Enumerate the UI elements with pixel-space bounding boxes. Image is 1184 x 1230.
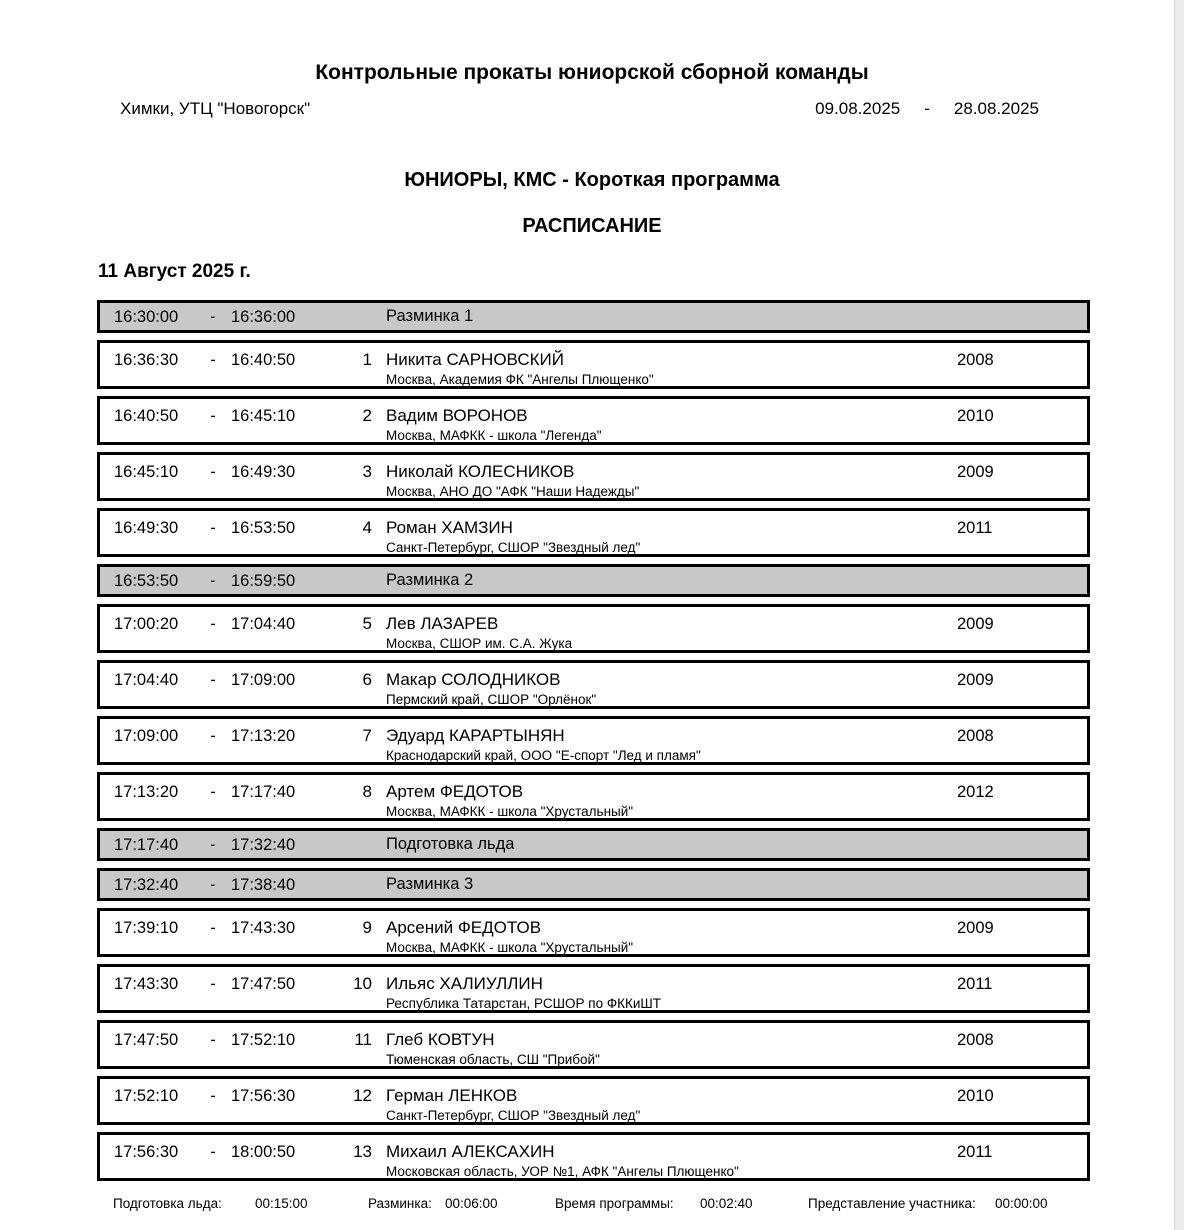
skater-name: Михаил АЛЕКСАХИН [386, 1142, 555, 1161]
skater-birth-year: 2011 [957, 975, 993, 993]
skater-end-time: 17:56:30 [231, 1087, 296, 1105]
time-dash: - [210, 615, 216, 633]
skater-end-time: 17:17:40 [231, 783, 296, 801]
skater-end-time: 16:53:50 [231, 519, 296, 537]
schedule-break-row [97, 300, 1090, 333]
skater-start-time: 16:49:30 [114, 519, 179, 537]
skater-info [386, 516, 957, 556]
skater-info [386, 1140, 957, 1180]
schedule-skater-row [97, 1020, 1090, 1069]
skater-start-number: 6 [362, 670, 372, 689]
skater-end-time: 17:09:00 [231, 671, 296, 689]
schedule-skater-row [97, 452, 1090, 501]
schedule-skater-row [97, 660, 1090, 709]
schedule-break-row [97, 868, 1090, 901]
schedule-heading: РАСПИСАНИЕ [522, 215, 662, 237]
schedule-skater-row [97, 604, 1090, 653]
skater-birth-year: 2009 [957, 463, 994, 481]
skater-start-time: 17:00:20 [114, 615, 179, 633]
skater-birth-year: 2010 [957, 1087, 994, 1105]
skater-info [386, 1028, 957, 1068]
skater-info [386, 1084, 957, 1124]
time-dash: - [210, 351, 216, 369]
skater-info [386, 404, 957, 444]
schedule-break-row [97, 828, 1090, 861]
break-end-time: 16:36:00 [231, 307, 296, 326]
schedule-skater-row [97, 772, 1090, 821]
skater-name: Вадим ВОРОНОВ [386, 406, 528, 425]
break-end-time: 16:59:50 [231, 571, 296, 590]
time-dash: - [210, 1087, 216, 1105]
time-dash: - [210, 307, 216, 326]
skater-start-number: 1 [362, 350, 372, 369]
legend-program-time-label: Время программы: [555, 1196, 674, 1211]
break-start-time: 17:32:40 [114, 875, 179, 894]
schedule-break-row [97, 564, 1090, 597]
skater-start-number: 2 [362, 406, 372, 425]
skater-info [386, 972, 957, 1012]
time-dash: - [210, 835, 216, 854]
skater-start-number: 10 [353, 974, 372, 993]
skater-end-time: 18:00:50 [231, 1143, 296, 1161]
skater-info [386, 916, 957, 956]
skater-name: Лев ЛАЗАРЕВ [386, 614, 499, 633]
legend-presentation-label: Представление участника: [808, 1196, 976, 1211]
skater-club: Московская область, УОР №1, АФК "Ангелы Плющенко" [386, 1164, 739, 1179]
skater-club: Санкт-Петербург, СШОР "Звездный лед" [386, 1108, 641, 1123]
schedule-skater-row [97, 908, 1090, 957]
skater-start-time: 17:04:40 [114, 671, 179, 689]
skater-start-number: 13 [353, 1142, 372, 1161]
skater-club: Москва, МАФКК - школа "Легенда" [386, 428, 602, 443]
schedule-skater-row [97, 508, 1090, 557]
time-dash: - [210, 975, 216, 993]
skater-name: Николай КОЛЕСНИКОВ [386, 462, 575, 481]
skater-name: Эдуард КАРАРТЫНЯН [386, 726, 565, 745]
skater-name: Роман ХАМЗИН [386, 518, 513, 537]
legend-ice-prep-value: 00:15:00 [255, 1196, 308, 1211]
time-dash: - [210, 463, 216, 481]
skater-end-time: 17:04:40 [231, 615, 296, 633]
skater-birth-year: 2009 [957, 615, 994, 633]
skater-start-number: 3 [362, 462, 372, 481]
legend-program-time-value: 00:02:40 [700, 1196, 753, 1211]
skater-start-time: 17:52:10 [114, 1087, 179, 1105]
legend-ice-prep-label: Подготовка льда: [113, 1196, 222, 1211]
skater-club: Москва, МАФКК - школа "Хрустальный" [386, 804, 634, 819]
skater-name: Макар СОЛОДНИКОВ [386, 670, 561, 689]
skater-start-number: 9 [362, 918, 372, 937]
skater-birth-year: 2012 [957, 783, 994, 801]
time-dash: - [210, 519, 216, 537]
skater-birth-year: 2008 [957, 1031, 994, 1049]
skater-start-number: 5 [362, 614, 372, 633]
skater-info [386, 780, 957, 820]
time-dash: - [210, 727, 216, 745]
skater-club: Пермский край, СШОР "Орлёнок" [386, 692, 597, 707]
skater-birth-year: 2011 [957, 1143, 993, 1161]
skater-end-time: 17:43:30 [231, 919, 296, 937]
skater-name: Ильяс ХАЛИУЛЛИН [386, 974, 543, 993]
time-dash: - [210, 571, 216, 590]
skater-name: Арсений ФЕДОТОВ [386, 918, 542, 937]
skater-info [386, 460, 957, 500]
legend-presentation-value: 00:00:00 [995, 1196, 1048, 1211]
schedule-date: 11 Август 2025 г. [98, 261, 251, 282]
break-end-time: 17:32:40 [231, 835, 296, 854]
skater-birth-year: 2009 [957, 919, 994, 937]
skater-info [386, 724, 957, 764]
skater-birth-year: 2008 [957, 351, 994, 369]
skater-start-number: 11 [354, 1030, 372, 1049]
skater-info [386, 348, 957, 388]
break-end-time: 17:38:40 [231, 875, 296, 894]
skater-end-time: 17:13:20 [231, 727, 296, 745]
skater-info [386, 668, 957, 708]
skater-start-number: 8 [362, 782, 372, 801]
skater-name: Никита САРНОВСКИЙ [386, 350, 564, 369]
break-label: Подготовка льда [386, 835, 515, 853]
time-dash: - [210, 407, 216, 425]
skater-club: Москва, Академия ФК "Ангелы Плющенко" [386, 372, 654, 387]
skater-end-time: 17:52:10 [231, 1031, 296, 1049]
schedule-skater-row [97, 1132, 1090, 1181]
schedule-skater-row [97, 964, 1090, 1013]
venue-and-dates-row [0, 98, 1184, 120]
time-dash: - [210, 783, 216, 801]
skater-start-time: 17:09:00 [114, 727, 179, 745]
time-dash: - [210, 1031, 216, 1049]
skater-club: Тюменская область, СШ "Прибой" [386, 1052, 600, 1067]
skater-start-time: 16:40:50 [114, 407, 179, 425]
skater-club: Краснодарский край, ООО "Е-спорт "Лед и пламя" [386, 748, 701, 763]
skater-start-number: 4 [362, 518, 372, 537]
skater-start-time: 17:56:30 [114, 1143, 179, 1161]
skater-end-time: 16:49:30 [231, 463, 296, 481]
venue-label: Химки, УТЦ "Новогорск" [120, 99, 311, 118]
skater-start-number: 7 [362, 726, 372, 745]
skater-club: Республика Татарстан, РСШОР по ФККиШТ [386, 996, 661, 1011]
page-title: Контрольные прокаты юниорской сборной команды [315, 61, 869, 84]
skater-start-time: 17:47:50 [114, 1031, 179, 1049]
legend-footer [97, 1188, 1090, 1218]
schedule-skater-row [97, 1076, 1090, 1125]
category-title: ЮНИОРЫ, КМС - Короткая программа [404, 169, 780, 191]
date-from: 09.08.2025 [815, 99, 901, 118]
break-start-time: 17:17:40 [114, 835, 179, 854]
skater-start-time: 16:45:10 [114, 463, 179, 481]
skater-start-time: 17:39:10 [114, 919, 179, 937]
skater-club: Москва, АНО ДО "АФК "Наши Надежды" [386, 484, 640, 499]
schedule-table [97, 300, 1090, 1181]
skater-start-time: 17:13:20 [114, 783, 179, 801]
break-label: Разминка 1 [386, 307, 474, 325]
skater-club: Санкт-Петербург, СШОР "Звездный лед" [386, 540, 641, 555]
scrollbar[interactable] [1174, 0, 1184, 1230]
schedule-skater-row [97, 340, 1090, 389]
skater-end-time: 17:47:50 [231, 975, 296, 993]
date-to: 28.08.2025 [953, 99, 1039, 118]
break-label: Разминка 2 [386, 571, 474, 589]
skater-club: Москва, МАФКК - школа "Хрустальный" [386, 940, 634, 955]
schedule-skater-row [97, 396, 1090, 445]
time-dash: - [210, 1143, 216, 1161]
skater-birth-year: 2009 [957, 671, 994, 689]
skater-info [386, 612, 957, 652]
skater-name: Герман ЛЕНКОВ [386, 1086, 518, 1105]
skater-name: Артем ФЕДОТОВ [386, 782, 524, 801]
skater-birth-year: 2011 [957, 519, 993, 537]
skater-birth-year: 2010 [957, 407, 994, 425]
time-dash: - [210, 919, 216, 937]
legend-warmup-value: 00:06:00 [445, 1196, 498, 1211]
skater-start-time: 16:36:30 [114, 351, 179, 369]
skater-start-time: 17:43:30 [114, 975, 179, 993]
skater-start-number: 12 [353, 1086, 372, 1105]
skater-end-time: 16:40:50 [231, 351, 296, 369]
skater-end-time: 16:45:10 [231, 407, 296, 425]
break-start-time: 16:30:00 [114, 307, 179, 326]
skater-birth-year: 2008 [957, 727, 994, 745]
break-label: Разминка 3 [386, 875, 474, 893]
date-separator: - [924, 99, 930, 118]
schedule-skater-row [97, 716, 1090, 765]
break-start-time: 16:53:50 [114, 571, 179, 590]
time-dash: - [210, 671, 216, 689]
skater-name: Глеб КОВТУН [386, 1030, 495, 1049]
time-dash: - [210, 875, 216, 894]
event-date-range [815, 98, 1039, 120]
legend-warmup-label: Разминка: [368, 1196, 432, 1211]
skater-club: Москва, СШОР им. С.А. Жука [386, 636, 573, 651]
